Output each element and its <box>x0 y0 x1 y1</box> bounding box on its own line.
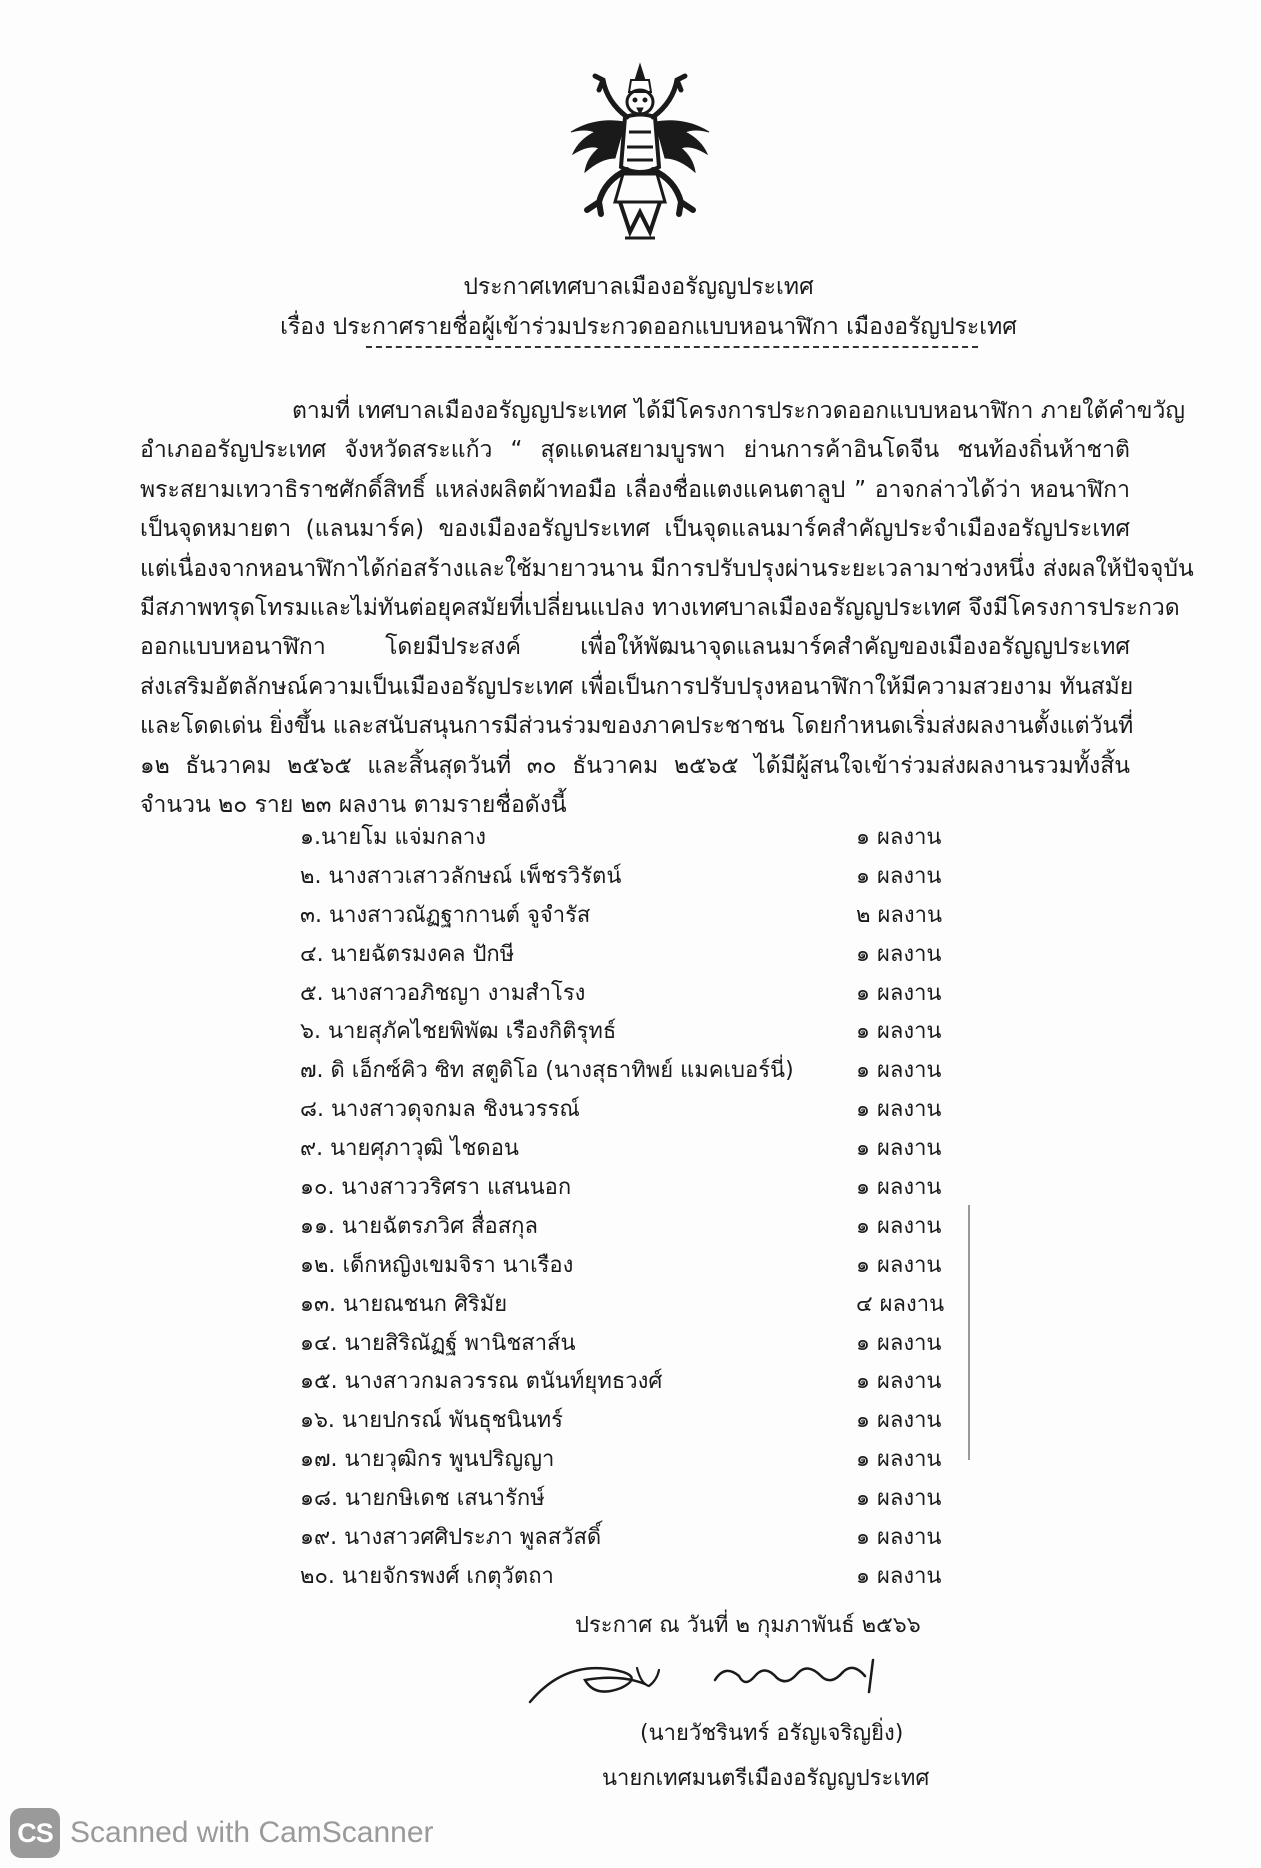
body-line: มีสภาพทรุดโทรมและไม่ทันต่อยุคสมัยที่เปลี่ยนแปลง ทางเทศบาลเมืองอรัญญประเทศ จึงมีโครงการประกวด <box>140 595 1180 622</box>
work-count: ๑ ผลงาน <box>856 863 942 889</box>
dashed-divider <box>366 346 978 348</box>
announcement-subject: เรื่อง ประกาศรายชื่อผู้เข้าร่วมประกวดออกแบบหอนาฬิกา เมืองอรัญประเทศ <box>280 314 1017 340</box>
scan-edge-mark <box>968 1205 970 1460</box>
participant-name: ๗. ดิ เอ็กซ์คิว ซิท สตูดิโอ (นางสุธาทิพย์ แมคเบอร์นี่) <box>300 1058 794 1084</box>
participant-name: ๙. นายศุภาวุฒิ ไชดอน <box>300 1136 519 1162</box>
list-item <box>300 1478 960 1517</box>
work-count: ๑ ผลงาน <box>856 1563 942 1589</box>
work-count: ๑ ผลงาน <box>856 1019 942 1045</box>
participant-name: ๑.นายโม แจ่มกลาง <box>300 824 487 850</box>
participant-name: ๑๘. นายกษิเดช เสนารักษ์ <box>300 1486 545 1512</box>
list-item <box>300 973 960 1012</box>
list-item <box>300 1517 960 1556</box>
work-count: ๑ ผลงาน <box>856 1136 942 1162</box>
list-item <box>300 1011 960 1050</box>
list-item <box>300 1400 960 1439</box>
list-item <box>300 1323 960 1362</box>
work-count: ๑ ผลงาน <box>856 941 942 967</box>
participant-name: ๑๖. นายปกรณ์ พันธุชนินทร์ <box>300 1408 564 1434</box>
work-count: ๑ ผลงาน <box>856 1447 942 1473</box>
list-item <box>300 895 960 934</box>
body-paragraph <box>140 392 1194 825</box>
list-item <box>300 1167 960 1206</box>
work-count: ๑ ผลงาน <box>856 1213 942 1239</box>
participant-list <box>300 817 960 1595</box>
work-count: ๑ ผลงาน <box>856 1330 942 1356</box>
participant-name: ๒๐. นายจักรพงศ์ เกตุวัตถา <box>300 1563 554 1589</box>
participant-name: ๖. นายสุภัคไชยพิพัฒ เรืองกิติรุทธ์ <box>300 1019 617 1045</box>
list-item <box>300 856 960 895</box>
participant-name: ๑๗. นายวุฒิกร พูนปริญญา <box>300 1447 555 1473</box>
body-line: แต่เนื่องจากหอนาฬิกาได้ก่อสร้างและใช้มายาวนาน มีการปรับปรุงผ่านระยะเวลามาช่วงหนึ่ง ส่งผลให้ปัจจุบัน <box>140 555 1194 582</box>
body-line: ๑๒ ธันวาคม ๒๕๖๕ และสิ้นสุดวันที่ ๓๐ ธันวาคม ๒๕๖๕ ได้มีผู้สนใจเข้าร่วมส่งผลงานรวมทั้งสิ้น <box>140 752 1130 779</box>
body-line: ส่งเสริมอัตลักษณ์ความเป็นเมืองอรัญประเทศ เพื่อเป็นการปรับปรุงหอนาฬิกาให้มีความสวยงาม ทันสมัย <box>140 673 1134 700</box>
participant-name: ๓. นางสาวณัฏฐากานต์ จูจำรัส <box>300 902 591 928</box>
camscanner-logo-icon: CS <box>10 1808 60 1858</box>
participant-name: ๑๑. นายฉัตรภวิศ สื่อสกุล <box>300 1213 538 1239</box>
participant-name: ๑๕. นางสาวกมลวรรณ ตนันท์ยุทธวงศ์ <box>300 1369 663 1395</box>
list-item <box>300 1245 960 1284</box>
list-item <box>300 1089 960 1128</box>
participant-name: ๑๓. นายณชนก ศิริมัย <box>300 1291 508 1317</box>
list-item <box>300 934 960 973</box>
participant-name: ๔. นายฉัตรมงคล ปักษี <box>300 941 515 967</box>
announcement-title: ประกาศเทศบาลเมืองอรัญญประเทศ <box>463 274 814 300</box>
camscanner-watermark <box>10 1807 434 1859</box>
handwritten-signature <box>525 1640 915 1710</box>
participant-name: ๒. นางสาวเสาวลักษณ์ เพ็ชรวิรัตน์ <box>300 863 622 889</box>
garuda-emblem-icon <box>565 62 715 242</box>
list-item <box>300 1556 960 1595</box>
participant-name: ๑๒. เด็กหญิงเขมจิรา นาเรือง <box>300 1252 574 1278</box>
work-count: ๑ ผลงาน <box>856 1252 942 1278</box>
work-count: ๑ ผลงาน <box>856 1408 942 1434</box>
list-item <box>300 817 960 856</box>
participant-name: ๘. นางสาวดุจกมล ชิงนวรรณ์ <box>300 1097 580 1123</box>
work-count: ๔ ผลงาน <box>856 1291 945 1317</box>
body-line: เป็นจุดหมายตา (แลนมาร์ค) ของเมืองอรัญประเทศ เป็นจุดแลนมาร์คสำคัญประจำเมืองอรัญประเทศ <box>140 516 1130 543</box>
list-item <box>300 1284 960 1323</box>
work-count: ๑ ผลงาน <box>856 1524 942 1550</box>
body-line: พระสยามเทวาธิราชศักดิ์สิทธิ์ แหล่งผลิตผ้าทอมือ เลื่องชื่อแตงแคนตาลูป ” อาจกล่าวได้ว่า หอนาฬิกา <box>140 476 1130 503</box>
body-line: ออกแบบหอนาฬิกา โดยมีประสงค์ เพื่อให้พัฒนาจุดแลนมาร์คสำคัญของเมืองอรัญญประเทศ <box>140 634 1130 661</box>
announcement-date: ประกาศ ณ วันที่ ๒ กุมภาพันธ์ ๒๕๖๖ <box>575 1613 921 1638</box>
signer-title: นายกเทศมนตรีเมืองอรัญญประเทศ <box>602 1766 930 1791</box>
list-item <box>300 1206 960 1245</box>
participant-name: ๑๐. นางสาววริศรา แสนนอก <box>300 1174 572 1200</box>
body-line: จำนวน ๒๐ ราย ๒๓ ผลงาน ตามรายชื่อดังนี้ <box>140 792 567 819</box>
watermark-text: Scanned with CamScanner <box>70 1816 434 1849</box>
work-count: ๑ ผลงาน <box>856 1369 942 1395</box>
signer-name: (นายวัชรินทร์ อรัญเจริญยิ่ง) <box>640 1721 904 1746</box>
work-count: ๑ ผลงาน <box>856 1058 942 1084</box>
list-item <box>300 1128 960 1167</box>
work-count: ๑ ผลงาน <box>856 1097 942 1123</box>
body-line: และโดดเด่น ยิ่งขึ้น และสนับสนุนการมีส่วนร่วมของภาคประชาชน โดยกำหนดเริ่มส่งผลงานตั้งแต่วันที่ <box>140 713 1134 740</box>
work-count: ๒ ผลงาน <box>856 902 943 928</box>
participant-name: ๑๔. นายสิริณัฏฐ์ พานิชสาส์น <box>300 1330 576 1356</box>
body-line: ตามที่ เทศบาลเมืองอรัญญประเทศ ได้มีโครงการประกวดออกแบบหอนาฬิกา ภายใต้คำขวัญ <box>292 398 1185 424</box>
list-item <box>300 1361 960 1400</box>
body-line: อำเภออรัญประเทศ จังหวัดสระแก้ว “ สุดแดนสยามบูรพา ย่านการค้าอินโดจีน ชนท้องถิ่นห้าชาติ <box>140 437 1130 464</box>
work-count: ๑ ผลงาน <box>856 980 942 1006</box>
participant-name: ๕. นางสาวอภิชญา งามสำโรง <box>300 980 586 1006</box>
work-count: ๑ ผลงาน <box>856 1174 942 1200</box>
work-count: ๑ ผลงาน <box>856 1486 942 1512</box>
work-count: ๑ ผลงาน <box>856 824 942 850</box>
list-item <box>300 1439 960 1478</box>
list-item <box>300 1050 960 1089</box>
participant-name: ๑๙. นางสาวศศิประภา พูลสวัสดิ์ <box>300 1524 602 1550</box>
